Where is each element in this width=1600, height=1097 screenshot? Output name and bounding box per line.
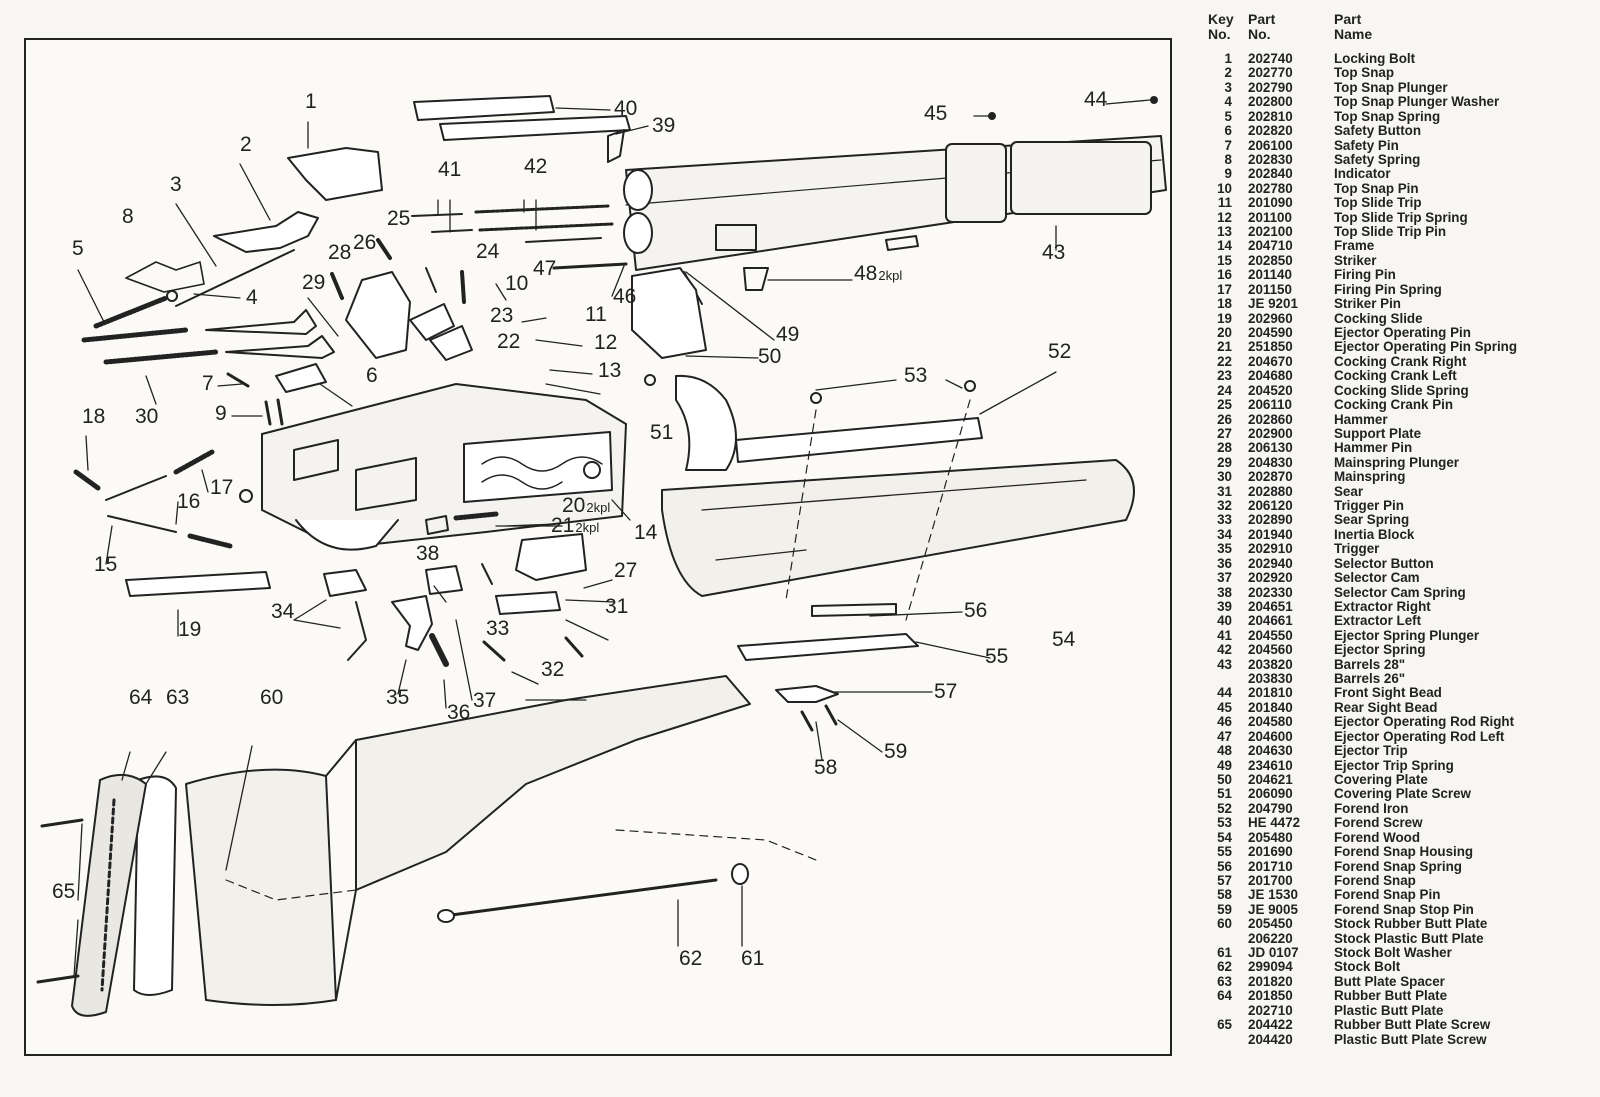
callout-25: 25: [387, 207, 411, 230]
legend-part-no: 202820: [1248, 123, 1293, 139]
legend-key: 1: [1224, 51, 1232, 66]
legend-part-no: 206120: [1248, 498, 1293, 514]
parts-drawing: [26, 40, 1174, 1058]
legend-key: 16: [1217, 267, 1232, 283]
legend-key: 34: [1217, 526, 1232, 542]
callout-64: 64: [129, 686, 153, 709]
callout-42: 42: [524, 155, 548, 178]
callout-9: 9: [215, 402, 227, 425]
legend-part-name: Plastic Butt Plate: [1334, 1002, 1444, 1018]
callout-40: 40: [614, 97, 638, 120]
legend-part-no: 202770: [1248, 65, 1293, 81]
legend-part-name: Forend Iron: [1334, 800, 1409, 816]
legend-part-no: 202100: [1248, 224, 1293, 240]
legend-key: 8: [1224, 151, 1232, 167]
legend-part-no: 202740: [1248, 51, 1293, 66]
legend-part-no: 201710: [1248, 858, 1293, 874]
legend-part-name: Cocking Crank Right: [1334, 353, 1467, 369]
legend-part-name: Stock Plastic Butt Plate: [1334, 930, 1484, 946]
legend-part-no: 202860: [1248, 411, 1293, 427]
legend-part-name: Ejector Operating Rod Left: [1334, 728, 1505, 744]
legend-part-no: 202900: [1248, 425, 1293, 441]
legend-part-name: Ejector Trip Spring: [1334, 757, 1454, 773]
legend-part-name: Inertia Block: [1334, 526, 1415, 542]
legend-key: 52: [1217, 800, 1232, 816]
legend-part-no: 202810: [1248, 108, 1293, 124]
legend-part-name: Support Plate: [1334, 425, 1422, 441]
legend-part-name: Selector Cam: [1334, 570, 1420, 586]
legend-part-name: Sear: [1334, 483, 1364, 499]
legend-part-name: Safety Pin: [1334, 137, 1399, 153]
legend-part-no: 204580: [1248, 714, 1293, 730]
legend-part-no: 204710: [1248, 238, 1293, 254]
legend-part-name: Ejector Operating Rod Right: [1334, 714, 1515, 730]
legend-key: 45: [1217, 699, 1232, 715]
legend-part-no: JD 0107: [1248, 945, 1299, 961]
legend-key: 40: [1217, 613, 1232, 629]
legend-key: 54: [1217, 829, 1232, 845]
legend-key: 36: [1217, 555, 1232, 571]
legend-part-name: Ejector Operating Pin: [1334, 324, 1471, 340]
exploded-view-diagram: [24, 38, 1172, 1056]
legend-part-name: Mainspring Plunger: [1334, 454, 1459, 470]
forend-iron-part: [676, 376, 982, 470]
legend-key: 14: [1217, 238, 1232, 254]
cocking-slide-part: [126, 572, 270, 596]
legend-key: 48: [1217, 743, 1232, 759]
legend-part-no: 202920: [1248, 570, 1293, 586]
stock-part: [186, 676, 750, 1005]
callout-23: 23: [490, 304, 514, 327]
legend-key: 17: [1217, 281, 1232, 297]
callout-7: 7: [202, 372, 214, 395]
legend-part-name: Cocking Crank Pin: [1334, 397, 1454, 413]
callout-57: 57: [934, 680, 958, 703]
legend-part-name: Covering Plate: [1334, 772, 1428, 787]
legend-part-name: Forend Snap Spring: [1334, 858, 1462, 874]
legend-part-no: 202800: [1248, 94, 1293, 110]
legend-part-no: 202890: [1248, 512, 1293, 528]
parts-legend: [1208, 12, 1596, 1092]
legend-part-no: 204560: [1248, 642, 1293, 658]
legend-part-no: 206110: [1248, 397, 1292, 413]
callout-62: 62: [679, 947, 703, 970]
callout-10: 10: [505, 272, 529, 295]
legend-part-no: 201140: [1248, 267, 1292, 283]
callout-22: 22: [497, 330, 521, 353]
callout-65: 65: [52, 880, 76, 903]
callout-8: 8: [122, 205, 134, 228]
legend-part-name: Plastic Butt Plate Screw: [1334, 1031, 1487, 1047]
legend-part-name: Forend Snap Pin: [1334, 887, 1441, 903]
callout-60: 60: [260, 686, 284, 709]
legend-key: 42: [1217, 642, 1232, 658]
legend-part-no: 204420: [1248, 1031, 1293, 1047]
callout-5: 5: [72, 237, 84, 260]
callout-37: 37: [473, 689, 497, 712]
callout-6: 6: [366, 364, 378, 387]
legend-part-name: Selector Button: [1334, 555, 1434, 571]
legend-key: 47: [1217, 728, 1232, 744]
callout-51: 51: [650, 421, 674, 444]
legend-part-name: Forend Snap Housing: [1334, 844, 1474, 860]
legend-key: 60: [1217, 916, 1232, 932]
callout-21: 212kpl: [551, 514, 600, 537]
callout-59: 59: [884, 740, 908, 763]
legend-key: 62: [1217, 959, 1232, 975]
callout-50: 50: [758, 345, 782, 368]
legend-part-name: Firing Pin Spring: [1334, 281, 1442, 297]
legend-key: 10: [1217, 180, 1232, 196]
legend-key: 46: [1217, 714, 1232, 730]
callout-63: 63: [166, 686, 190, 709]
legend-part-no: 204520: [1248, 382, 1293, 398]
legend-key: 19: [1217, 310, 1232, 326]
callout-48: 482kpl: [854, 262, 903, 285]
legend-part-no: 201840: [1248, 699, 1293, 715]
legend-part-no: 204680: [1248, 368, 1293, 384]
legend-part-no: 204670: [1248, 353, 1293, 369]
legend-key: 31: [1217, 483, 1232, 499]
legend-part-no: 204550: [1248, 627, 1293, 643]
legend-part-name: Indicator: [1334, 166, 1391, 182]
legend-part-no: 202330: [1248, 584, 1293, 600]
legend-part-no: 204830: [1248, 454, 1293, 470]
legend-part-no: 202840: [1248, 166, 1293, 182]
legend-part-no: 206130: [1248, 440, 1293, 456]
legend-part-name: Top Snap Plunger: [1334, 79, 1448, 95]
legend-key: 24: [1217, 382, 1232, 398]
legend-part-no: 202850: [1248, 252, 1293, 268]
legend-part-no: JE 9005: [1248, 901, 1298, 917]
callout-49: 49: [776, 323, 800, 346]
legend-part-name: Frame: [1334, 238, 1375, 254]
legend-key: 2: [1224, 65, 1232, 81]
legend-part-no: 202910: [1248, 541, 1293, 557]
callout-20: 202kpl: [562, 494, 611, 517]
legend-key: 15: [1217, 252, 1232, 268]
legend-part-name: Trigger: [1334, 541, 1380, 557]
legend-part-no: 201940: [1248, 526, 1293, 542]
legend-part-name: Hammer Pin: [1334, 440, 1413, 456]
legend-header-part-no: Part No.: [1248, 11, 1276, 42]
legend-header-key: Key No.: [1208, 11, 1234, 42]
legend-key: 59: [1217, 901, 1232, 917]
callout-29: 29: [302, 271, 326, 294]
legend-part-name: Ejector Spring Plunger: [1334, 627, 1480, 643]
legend-part-no: 201820: [1248, 973, 1293, 989]
legend-part-no: 206100: [1248, 137, 1293, 153]
legend-part-name: Cocking Slide Spring: [1334, 382, 1469, 398]
callout-43: 43: [1042, 241, 1066, 264]
legend-part-no: 205480: [1248, 829, 1293, 845]
legend-part-no: 202870: [1248, 469, 1293, 485]
covering-plate-group: [632, 268, 768, 385]
legend-key: 28: [1217, 440, 1232, 456]
legend-key: 26: [1217, 411, 1232, 427]
callout-4: 4: [246, 286, 258, 309]
callout-54: 54: [1052, 628, 1076, 651]
legend-key: 33: [1217, 512, 1232, 528]
legend-key: 37: [1217, 570, 1232, 586]
legend-key: 65: [1217, 1017, 1232, 1033]
legend-part-no: 204790: [1248, 800, 1293, 816]
callout-58: 58: [814, 756, 838, 779]
legend-key: 3: [1224, 79, 1232, 95]
legend-part-name: Forend Wood: [1334, 829, 1421, 845]
legend-key: 53: [1217, 815, 1232, 831]
callout-13: 13: [598, 359, 622, 382]
legend-key: 29: [1217, 454, 1232, 470]
legend-part-no: 202940: [1248, 555, 1293, 571]
callout-28: 28: [328, 241, 352, 264]
legend-part-no: 201150: [1248, 281, 1292, 297]
legend-key: 50: [1217, 772, 1232, 787]
callout-34: 34: [271, 600, 295, 623]
legend-part-no: 201090: [1248, 195, 1293, 211]
legend-part-name: Top Snap Plunger Washer: [1334, 94, 1500, 110]
legend-part-name: Stock Bolt: [1334, 959, 1401, 975]
callout-33: 33: [486, 617, 510, 640]
legend-part-name: Striker Pin: [1334, 296, 1401, 312]
legend-key: 18: [1217, 296, 1232, 312]
legend-part-no: 204621: [1248, 772, 1293, 787]
legend-header-part-name: Part Name: [1334, 11, 1373, 42]
ejector-springs: [378, 206, 626, 268]
legend-part-name: Front Sight Bead: [1334, 685, 1442, 701]
callout-27: 27: [614, 559, 638, 582]
legend-key: 20: [1217, 324, 1232, 340]
legend-key: 23: [1217, 368, 1232, 384]
callout-36: 36: [447, 701, 471, 724]
legend-part-name: Barrels 28": [1334, 656, 1406, 672]
legend-key: 21: [1217, 339, 1232, 355]
legend-key: 35: [1217, 541, 1232, 557]
legend-part-no: 201100: [1248, 209, 1292, 225]
barrels-part: [624, 136, 1166, 270]
legend-part-name: Top Slide Trip: [1334, 195, 1422, 211]
legend-key: 49: [1217, 757, 1232, 773]
legend-key: 6: [1224, 123, 1232, 139]
legend-part-name: Top Slide Trip Pin: [1334, 224, 1447, 240]
callout-39: 39: [652, 114, 676, 137]
legend-part-no: 203820: [1248, 656, 1293, 672]
callout-12: 12: [594, 331, 618, 354]
legend-part-no: 203830: [1248, 671, 1293, 687]
legend-part-no: 234610: [1248, 757, 1293, 773]
legend-part-no: 299094: [1248, 959, 1293, 975]
legend-part-name: Barrels 26": [1334, 671, 1406, 687]
legend-part-name: Safety Spring: [1334, 151, 1421, 167]
legend-part-name: Trigger Pin: [1334, 498, 1404, 514]
legend-part-no: 204651: [1248, 598, 1293, 614]
callout-3: 3: [170, 173, 182, 196]
legend-key: 39: [1217, 598, 1232, 614]
callout-11: 11: [585, 303, 607, 326]
callout-31: 31: [605, 595, 629, 618]
extractor-parts: [414, 96, 630, 162]
legend-part-no: 204422: [1248, 1017, 1293, 1033]
legend-key: 13: [1217, 224, 1232, 240]
callout-47: 47: [533, 257, 557, 280]
callout-24: 24: [476, 240, 500, 263]
legend-part-name: Sear Spring: [1334, 512, 1410, 528]
legend-part-name: Hammer: [1334, 411, 1388, 427]
legend-part-name: Rubber Butt Plate: [1334, 988, 1448, 1004]
callout-41: 41: [438, 158, 462, 181]
legend-part-no: 202960: [1248, 310, 1293, 326]
legend-part-name: Ejector Operating Pin Spring: [1334, 339, 1518, 355]
legend-key: 30: [1217, 469, 1232, 485]
legend-part-no: 202790: [1248, 79, 1293, 95]
callout-2: 2: [240, 133, 252, 156]
legend-part-no: 202710: [1248, 1002, 1293, 1018]
legend-key: 5: [1224, 108, 1232, 124]
legend-part-no: 202780: [1248, 180, 1293, 196]
callout-16: 16: [177, 490, 201, 513]
top-snap-group: [126, 148, 382, 309]
callout-55: 55: [985, 645, 1009, 668]
legend-key: 57: [1217, 872, 1232, 888]
legend-key: 12: [1217, 209, 1232, 225]
legend-key: 25: [1217, 397, 1232, 413]
stock-bolt-group: [438, 864, 748, 922]
legend-part-name: Top Snap Pin: [1334, 180, 1419, 196]
legend-part-no: JE 9201: [1248, 296, 1298, 312]
callout-14: 14: [634, 521, 658, 544]
callout-53: 53: [904, 364, 928, 387]
legend-key: 11: [1217, 195, 1232, 211]
legend-part-no: 202830: [1248, 151, 1293, 167]
legend-part-no: 204630: [1248, 743, 1293, 759]
legend-part-name: Rear Sight Bead: [1334, 699, 1438, 715]
legend-part-no: 204661: [1248, 613, 1293, 629]
forend-wood-part: [662, 460, 1134, 596]
legend-part-name: Top Snap: [1334, 65, 1395, 81]
legend-part-name: Locking Bolt: [1334, 51, 1416, 66]
callout-46: 46: [613, 285, 637, 308]
legend-part-name: Forend Snap Stop Pin: [1334, 901, 1474, 917]
callout-32: 32: [541, 658, 565, 681]
legend-key: 43: [1217, 656, 1232, 672]
mainspring-group: [84, 298, 334, 362]
legend-part-name: Extractor Left: [1334, 613, 1422, 629]
callout-18: 18: [82, 405, 106, 428]
legend-part-name: Forend Screw: [1334, 815, 1423, 831]
legend-part-name: Rubber Butt Plate Screw: [1334, 1017, 1491, 1033]
legend-part-no: 206220: [1248, 930, 1293, 946]
legend-key: 32: [1217, 498, 1232, 514]
legend-part-no: 205450: [1248, 916, 1293, 932]
legend-part-no: 201700: [1248, 872, 1293, 888]
legend-part-name: Top Snap Spring: [1334, 108, 1441, 124]
legend-part-no: 206090: [1248, 786, 1293, 802]
callout-1: 1: [305, 90, 317, 113]
legend-key: 38: [1217, 584, 1232, 600]
callout-61: 61: [741, 947, 765, 970]
legend-key: 44: [1217, 685, 1232, 701]
callout-15: 15: [94, 553, 118, 576]
legend-part-name: Butt Plate Spacer: [1334, 973, 1445, 989]
legend-part-name: Cocking Crank Left: [1334, 368, 1457, 384]
callout-19: 19: [178, 618, 202, 641]
legend-part-name: Top Slide Trip Spring: [1334, 209, 1468, 225]
legend-key: 51: [1217, 786, 1232, 802]
legend-part-no: 204590: [1248, 324, 1293, 340]
callout-30: 30: [135, 405, 159, 428]
hammer-group: [332, 268, 472, 360]
legend-part-name: Striker: [1334, 252, 1377, 268]
legend-key: 4: [1224, 94, 1232, 110]
legend-part-no: 251850: [1248, 339, 1293, 355]
legend-part-no: 201850: [1248, 988, 1293, 1004]
legend-part-name: Safety Button: [1334, 123, 1422, 139]
forend-snap-group: [738, 604, 918, 730]
legend-part-no: JE 1530: [1248, 887, 1298, 903]
legend-part-no: 201690: [1248, 844, 1293, 860]
legend-part-name: Firing Pin: [1334, 267, 1396, 283]
legend-key: 41: [1217, 627, 1232, 643]
legend-key: 55: [1217, 844, 1232, 860]
legend-part-name: Selector Cam Spring: [1334, 584, 1466, 600]
callout-56: 56: [964, 599, 988, 622]
callout-35: 35: [386, 686, 410, 709]
callout-38: 38: [416, 542, 440, 565]
legend-key: 56: [1217, 858, 1232, 874]
legend-key: 9: [1224, 166, 1232, 182]
legend-key: 64: [1217, 988, 1232, 1004]
callout-52: 52: [1048, 340, 1072, 363]
legend-key: 58: [1217, 887, 1232, 903]
legend-part-name: Cocking Slide: [1334, 310, 1423, 326]
callout-44: 44: [1084, 88, 1108, 111]
legend-part-no: 204600: [1248, 728, 1293, 744]
legend-part-name: Extractor Right: [1334, 598, 1431, 614]
legend-part-no: 202880: [1248, 483, 1293, 499]
legend-part-name: Forend Snap: [1334, 872, 1416, 888]
callout-26: 26: [353, 231, 377, 254]
callout-17: 17: [210, 476, 234, 499]
legend-key: 27: [1217, 425, 1232, 441]
legend-part-name: Covering Plate Screw: [1334, 786, 1471, 802]
legend-key: 63: [1217, 973, 1232, 989]
legend-part-name: Mainspring: [1334, 469, 1406, 485]
legend-part-name: Ejector Trip: [1334, 743, 1408, 759]
legend-part-name: Ejector Spring: [1334, 642, 1426, 658]
legend-key: 22: [1217, 353, 1232, 369]
legend-part-name: Stock Rubber Butt Plate: [1334, 916, 1488, 932]
legend-part-no: HE 4472: [1248, 815, 1301, 831]
legend-part-no: 201810: [1248, 685, 1293, 701]
legend-part-name: Stock Bolt Washer: [1334, 945, 1452, 961]
callout-45: 45: [924, 102, 948, 125]
legend-key: 7: [1224, 137, 1232, 153]
legend-key: 61: [1217, 945, 1232, 961]
